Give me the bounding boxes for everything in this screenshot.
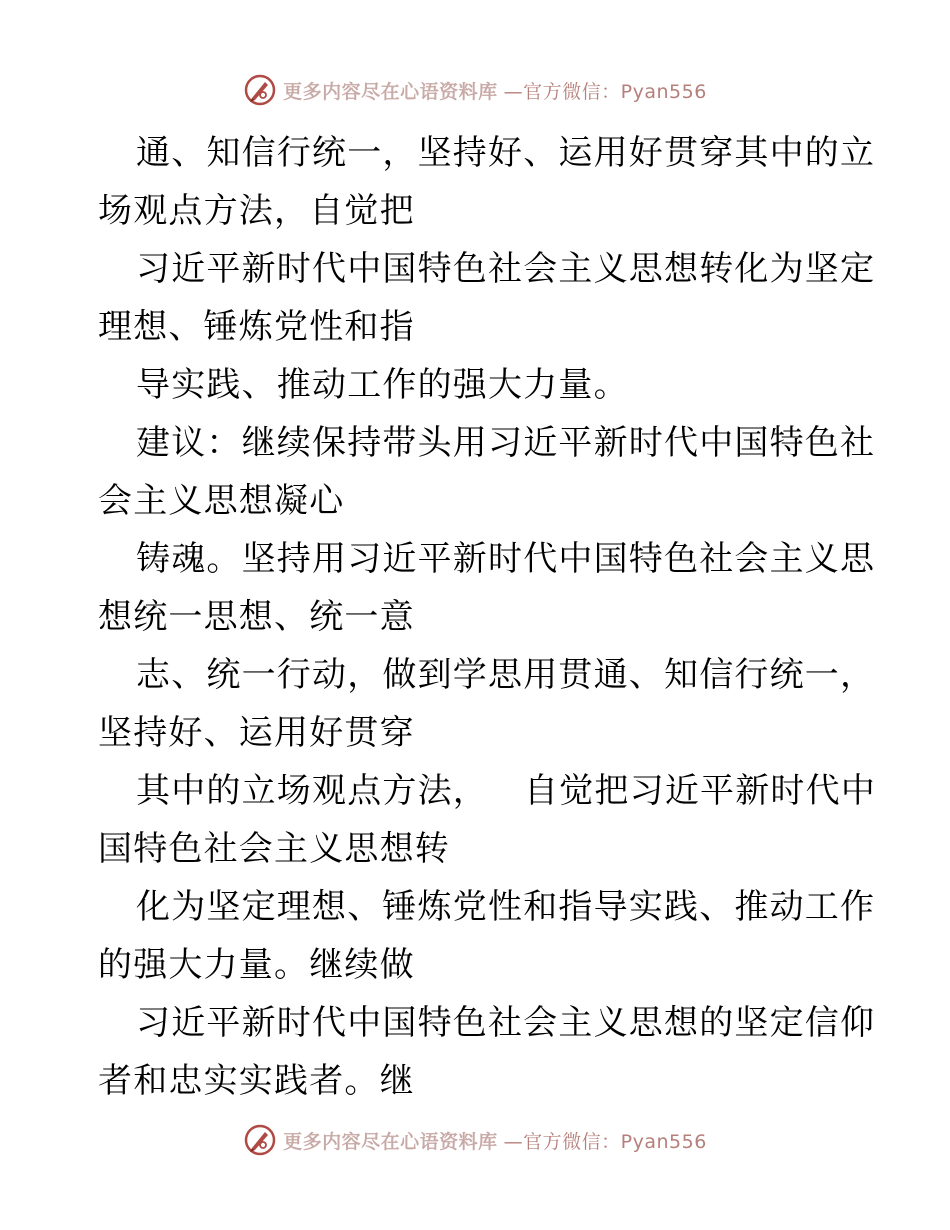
text-line-17: 者和忠实实践者。继 — [98, 1061, 415, 1101]
text-line-12: 其中的立场观点方法， 自觉把习近平新时代中 — [136, 771, 877, 811]
text-line-8: 铸魂。坚持用习近平新时代中国特色社会主义思 — [136, 539, 876, 579]
watermark-site-name: 更多内容尽在心语资料库 — [283, 1130, 498, 1153]
text-line-10: 志、统一行动，做到学思用贯通、知信行统一， — [136, 655, 876, 695]
text-line-4: 理想、锤炼党性和指 — [98, 307, 415, 347]
text-line-9: 想统一思想、统一意 — [98, 597, 415, 637]
watermark-contact: —官方微信：Pyan556 — [503, 80, 707, 103]
text-line-2: 场观点方法，自觉把 — [98, 191, 415, 231]
text-line-16: 习近平新时代中国特色社会主义思想的坚定信仰 — [136, 1003, 876, 1043]
text-line-1: 通、知信行统一，坚持好、运用好贯穿其中的立 — [136, 133, 876, 173]
watermark-contact: —官方微信：Pyan556 — [503, 1130, 707, 1153]
text-line-13: 国特色社会主义思想转 — [98, 829, 450, 869]
text-line-3: 习近平新时代中国特色社会主义思想转化为坚定 — [136, 249, 876, 289]
pen-circle-logo-icon — [243, 1123, 277, 1157]
text-line-7: 会主义思想凝心 — [98, 481, 345, 521]
pen-circle-logo-icon — [243, 73, 277, 107]
watermark-site-name: 更多内容尽在心语资料库 — [283, 80, 498, 103]
document-body — [98, 124, 877, 1110]
text-line-14: 化为坚定理想、锤炼党性和指导实践、推动工作 — [136, 887, 876, 927]
footer-watermark — [0, 1120, 950, 1160]
text-line-5: 导实践、推动工作的强大力量。 — [136, 365, 629, 405]
text-line-15: 的强大力量。继续做 — [98, 945, 415, 985]
header-watermark — [0, 70, 950, 110]
text-line-11: 坚持好、运用好贯穿 — [98, 713, 415, 753]
text-line-6: 建议：继续保持带头用习近平新时代中国特色社 — [136, 423, 876, 463]
